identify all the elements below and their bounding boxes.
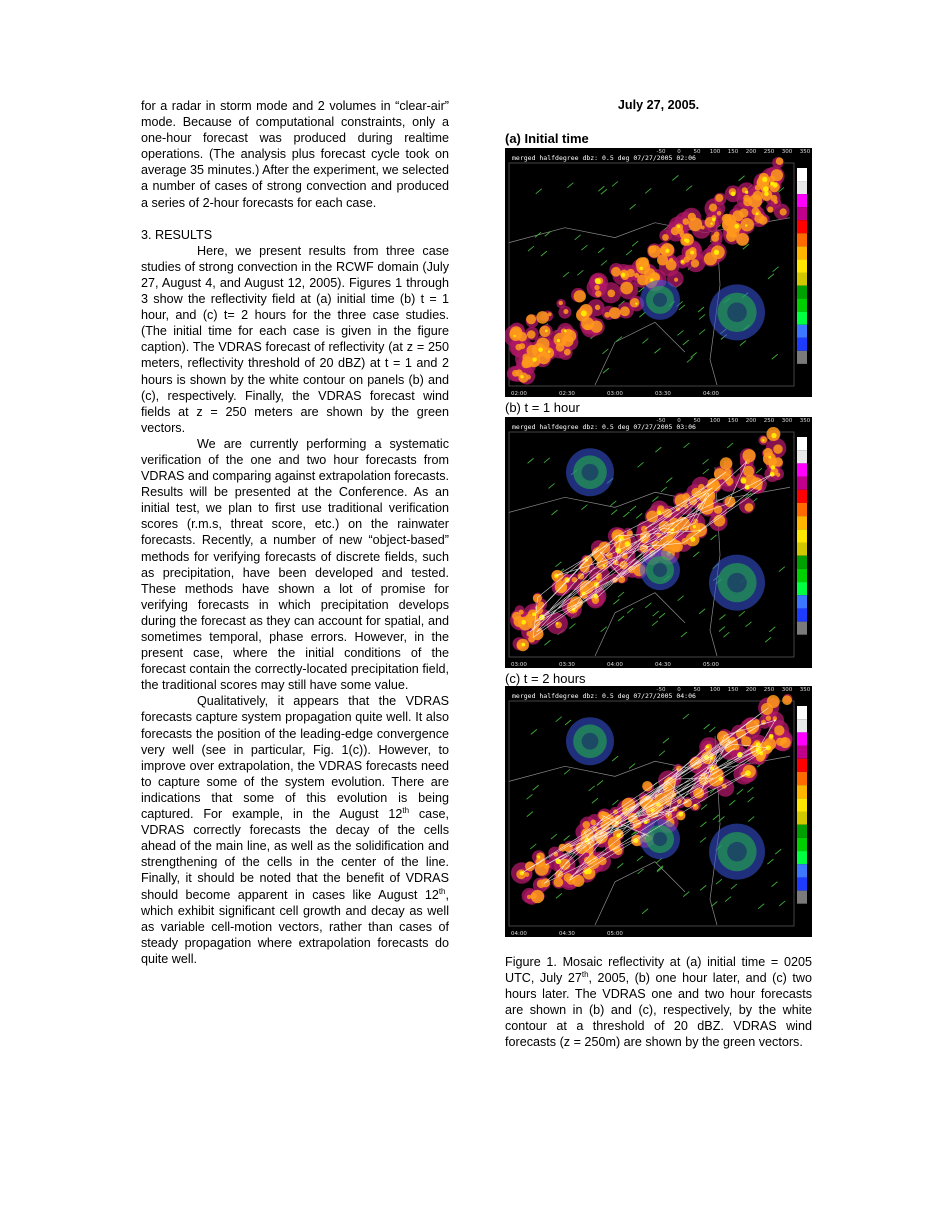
radar-panel-b	[505, 417, 812, 668]
reflectivity-core	[714, 231, 720, 237]
reflectivity-core	[641, 526, 647, 532]
time-tick-label: 04:00	[511, 931, 527, 937]
colorbar-swatch	[797, 286, 807, 299]
axis-tick-label: 150	[727, 687, 739, 693]
reflectivity-core	[525, 872, 530, 877]
colorbar-swatch	[797, 595, 807, 608]
axis-tick-label: 250	[763, 687, 775, 693]
reflectivity-peak	[657, 511, 661, 515]
colorbar-swatch	[797, 207, 807, 220]
reflectivity-core	[763, 448, 773, 458]
colorbar-swatch	[797, 746, 807, 759]
colorbar-swatch	[797, 864, 807, 877]
axis-tick-label: 200	[745, 687, 757, 693]
reflectivity-peak	[521, 620, 526, 625]
reflectivity-core	[515, 344, 522, 351]
colorbar-swatch	[797, 529, 807, 542]
superscript-th: th	[438, 886, 446, 896]
panel-b-label: (b) t = 1 hour	[505, 400, 580, 415]
reflectivity-core	[709, 204, 717, 212]
colorbar-swatch	[797, 450, 807, 463]
colorbar-swatch	[797, 364, 807, 377]
reflectivity-core	[557, 583, 567, 593]
colorbar-swatch	[797, 543, 807, 556]
reflectivity-core	[604, 312, 610, 318]
reflectivity-peak	[548, 350, 550, 352]
reflectivity-core	[745, 503, 754, 512]
radar-header: merged halfdegree dbz: 0.5 deg 07/27/2005 03:06	[512, 423, 696, 431]
clear-air-echo	[653, 832, 667, 846]
colorbar-swatch	[797, 351, 807, 364]
figure-title: July 27, 2005.	[617, 98, 700, 112]
colorbar-swatch	[797, 338, 807, 351]
paragraph-4-part-3: , which exhibit significant cell growth and decay as well as variable cell-motion vectors, rather than cases of steady propagation where extrapolation forecasts do quite well.	[141, 887, 449, 966]
axis-tick-label: 250	[763, 149, 775, 155]
reflectivity-core	[620, 306, 630, 316]
reflectivity-core	[559, 301, 563, 305]
axis-tick-label: 100	[709, 687, 721, 693]
colorbar-swatch	[797, 798, 807, 811]
colorbar-swatch	[797, 622, 807, 635]
reflectivity-core	[717, 211, 722, 216]
axis-tick-label: 100	[709, 418, 721, 424]
reflectivity-peak	[756, 212, 759, 215]
axis-tick-label: 150	[727, 418, 739, 424]
colorbar-swatch	[797, 246, 807, 259]
axis-tick-label: 50	[693, 149, 701, 155]
axis-tick-label: 300	[781, 149, 793, 155]
panel-a-label: (a) Initial time	[505, 131, 589, 146]
colorbar-swatch	[797, 259, 807, 272]
reflectivity-peak	[690, 251, 694, 255]
reflectivity-core	[548, 312, 552, 316]
time-tick-label: 03:00	[511, 662, 527, 668]
reflectivity-core	[531, 890, 544, 903]
left-column	[141, 98, 449, 967]
colorbar-swatch	[797, 556, 807, 569]
reflectivity-core	[526, 345, 538, 357]
colorbar-swatch	[797, 299, 807, 312]
reflectivity-core	[688, 213, 696, 221]
reflectivity-peak	[762, 177, 767, 182]
reflectivity-core	[774, 725, 784, 735]
reflectivity-core	[583, 821, 591, 829]
colorbar-swatch	[797, 233, 807, 246]
reflectivity-core	[662, 234, 669, 241]
reflectivity-peak	[741, 478, 747, 484]
paragraph-2: Here, we present results from three case studies of strong convection in the RCWF domain (July 27, August 4, and August 12, 2005). Figures 1 through 3 show the reflectivity field at (a) initial time (b) t = 1 hour, and (c) t= 2 hours for the three case studies. (The initial time for each case is given in the figure caption). The VDRAS forecast of reflectivity (at z = 250 meters, reflectivity threshold of 20 dBZ) at t = 1 and 2 hours is shown by the white contour on panels (b) and (c), respectively. Finally, the VDRAS forecast wind fields at z = 250 meters are shown by the green vectors.	[141, 243, 449, 435]
axis-tick-label: 50	[693, 418, 701, 424]
colorbar-swatch	[797, 904, 807, 917]
reflectivity-core	[537, 879, 546, 888]
reflectivity-peak	[693, 525, 696, 528]
reflectivity-peak	[745, 224, 747, 226]
reflectivity-core	[715, 194, 723, 202]
reflectivity-core	[526, 631, 532, 637]
reflectivity-peak	[514, 335, 516, 337]
colorbar-swatch	[797, 181, 807, 194]
colorbar-swatch	[797, 312, 807, 325]
reflectivity-core	[578, 573, 584, 579]
caption-part-1: Figure 1. Mosaic reflectivity at (a) initial time = 0205 UTC, July 27	[505, 955, 812, 986]
colorbar-swatch	[797, 582, 807, 595]
reflectivity-core	[574, 290, 586, 302]
reflectivity-peak	[545, 330, 548, 333]
colorbar-swatch	[797, 877, 807, 890]
reflectivity-core	[776, 157, 784, 165]
reflectivity-core	[590, 820, 596, 826]
reflectivity-peak	[538, 347, 543, 352]
colorbar-swatch	[797, 635, 807, 648]
reflectivity-peak	[734, 224, 739, 229]
colorbar-swatch	[797, 220, 807, 233]
reflectivity-core	[536, 337, 549, 350]
reflectivity-peak	[557, 339, 560, 342]
axis-tick-label: -50	[656, 687, 666, 693]
reflectivity-peak	[556, 622, 558, 624]
reflectivity-core	[767, 206, 773, 212]
radar-header: merged halfdegree dbz: 0.5 deg 07/27/2005 02:06	[512, 154, 696, 162]
reflectivity-core	[685, 249, 696, 260]
reflectivity-core	[587, 856, 600, 869]
axis-tick-label: 200	[745, 149, 757, 155]
reflectivity-peak	[710, 222, 712, 224]
reflectivity-peak	[763, 186, 769, 192]
reflectivity-peak	[681, 260, 684, 263]
reflectivity-peak	[640, 267, 643, 270]
reflectivity-peak	[764, 192, 769, 197]
time-tick-label: 03:30	[655, 391, 671, 397]
colorbar-swatch	[797, 838, 807, 851]
clear-air-echo	[653, 563, 667, 577]
axis-tick-label: 0	[677, 149, 681, 155]
clear-air-echo	[653, 293, 667, 307]
axis-tick-label: 100	[709, 149, 721, 155]
reflectivity-core	[620, 282, 633, 295]
reflectivity-core	[572, 577, 578, 583]
colorbar-swatch	[797, 825, 807, 838]
reflectivity-core	[648, 245, 656, 253]
axis-tick-label: 200	[745, 418, 757, 424]
reflectivity-core	[539, 326, 550, 337]
time-tick-label: 02:30	[559, 391, 575, 397]
colorbar-swatch	[797, 851, 807, 864]
paragraph-4	[141, 693, 449, 967]
time-tick-label: 04:00	[607, 662, 623, 668]
clear-air-echo	[727, 842, 747, 862]
reflectivity-core	[637, 274, 648, 285]
colorbar-swatch	[797, 516, 807, 529]
colorbar-swatch	[797, 772, 807, 785]
reflectivity-core	[674, 278, 678, 282]
reflectivity-core	[564, 349, 571, 356]
axis-tick-label: 50	[693, 687, 701, 693]
reflectivity-core	[527, 330, 536, 339]
reflectivity-core	[590, 320, 602, 332]
reflectivity-core	[554, 333, 567, 346]
colorbar-swatch	[797, 812, 807, 825]
superscript-th: th	[402, 805, 410, 815]
colorbar-swatch	[797, 168, 807, 181]
colorbar-swatch	[797, 325, 807, 338]
reflectivity-core	[611, 267, 621, 277]
reflectivity-core	[627, 530, 633, 536]
reflectivity-core	[554, 877, 564, 887]
axis-tick-label: -50	[656, 149, 666, 155]
panel-c-label: (c) t = 2 hours	[505, 671, 586, 686]
radar-panel-a	[505, 148, 812, 397]
caption-superscript: th	[581, 969, 589, 979]
time-tick-label: 05:00	[607, 931, 623, 937]
clear-air-echo	[582, 733, 599, 750]
paragraph-4-part-1: Qualitatively, it appears that the VDRAS forecasts capture system propagation quite well. It also forecasts the position of the leading-edge convergence very well (see in particular, Fig. 1(c)). However, to improve over extrapolation, the VDRAS forecasts need to capture some of the system evolution. There are indications that some of this evolution is being captured. For example, in the August 12	[141, 694, 449, 822]
clear-air-echo	[582, 464, 599, 481]
reflectivity-peak	[581, 311, 587, 317]
reflectivity-peak	[595, 278, 601, 284]
colorbar-swatch	[797, 891, 807, 904]
figure-caption	[505, 954, 812, 1051]
reflectivity-peak	[635, 303, 637, 305]
reflectivity-peak	[770, 182, 774, 186]
colorbar-swatch	[797, 706, 807, 719]
reflectivity-peak	[665, 249, 669, 253]
radar-header: merged halfdegree dbz: 0.5 deg 07/27/2005 04:06	[512, 692, 696, 700]
reflectivity-peak	[769, 734, 774, 739]
reflectivity-core	[572, 875, 584, 887]
axis-tick-label: -50	[656, 418, 666, 424]
reflectivity-peak	[771, 465, 775, 469]
colorbar-swatch	[797, 759, 807, 772]
axis-tick-label: 300	[781, 418, 793, 424]
paragraph-4-part-2: case, VDRAS correctly forecasts the decay of the cells ahead of the main line, as well as the solidification and strengthening of the cells in the center of the line. Finally, it should be noted that the benefit of VDRAS should become apparent in cases like August 12	[141, 807, 449, 902]
time-tick-label: 05:00	[703, 662, 719, 668]
reflectivity-core	[722, 214, 732, 224]
paragraph-1: for a radar in storm mode and 2 volumes in “clear-air” mode. Because of computational constraints, only a one-hour forecast was produced during realtime operations. (The analysis plus forecast cycle took on average 35 minutes.) After the experiment, we selected a number of cases of strong convection and produced a series of 2-hour forecasts for each case.	[141, 99, 450, 210]
colorbar-swatch	[797, 437, 807, 450]
reflectivity-core	[526, 314, 536, 324]
caption-part-2: , 2005, (b) one hour later, and (c) two hours later. The VDRAS one and two hour forecasts are shown in (b) and (c), respectively, by the white contour at a threshold of 20 dBZ. VDRAS wind forecasts (z = 250m) are shown by the green vectors.	[505, 971, 812, 1050]
reflectivity-core	[743, 195, 750, 202]
reflectivity-core	[749, 194, 763, 208]
reflectivity-core	[776, 738, 784, 746]
reflectivity-core	[510, 326, 522, 338]
reflectivity-peak	[714, 250, 719, 255]
reflectivity-core	[636, 260, 650, 274]
reflectivity-peak	[731, 191, 736, 196]
reflectivity-core	[782, 695, 792, 705]
reflectivity-core	[767, 695, 780, 708]
reflectivity-peak	[532, 612, 536, 616]
reflectivity-core	[555, 622, 562, 629]
colorbar-swatch	[797, 463, 807, 476]
section-heading: 3. RESULTS	[141, 227, 213, 242]
reflectivity-core	[657, 254, 668, 265]
colorbar-swatch	[797, 732, 807, 745]
reflectivity-core	[594, 285, 599, 290]
colorbar-swatch	[797, 719, 807, 732]
colorbar-swatch	[797, 785, 807, 798]
axis-tick-label: 350	[799, 418, 811, 424]
reflectivity-peak	[522, 643, 526, 647]
time-tick-label: 03:00	[607, 391, 623, 397]
reflectivity-core	[609, 307, 621, 319]
axis-tick-label: 150	[727, 149, 739, 155]
reflectivity-core	[671, 541, 683, 553]
colorbar-swatch	[797, 490, 807, 503]
reflectivity-core	[536, 311, 549, 324]
reflectivity-peak	[768, 456, 771, 459]
reflectivity-core	[630, 298, 640, 308]
axis-tick-label: 250	[763, 418, 775, 424]
colorbar-swatch	[797, 608, 807, 621]
reflectivity-peak	[762, 439, 764, 441]
axis-tick-label: 350	[799, 149, 811, 155]
reflectivity-core	[682, 218, 689, 225]
reflectivity-core	[720, 457, 733, 470]
reflectivity-peak	[537, 855, 540, 858]
reflectivity-peak	[532, 357, 536, 361]
reflectivity-peak	[712, 218, 716, 222]
colorbar-swatch	[797, 503, 807, 516]
reflectivity-peak	[621, 273, 625, 277]
time-tick-label: 04:30	[655, 662, 671, 668]
radar-panel-c	[505, 686, 812, 937]
reflectivity-peak	[756, 742, 761, 747]
reflectivity-peak	[520, 375, 523, 378]
reflectivity-core	[519, 610, 524, 615]
time-tick-label: 04:00	[703, 391, 719, 397]
reflectivity-core	[563, 309, 568, 314]
reflectivity-core	[725, 496, 736, 507]
colorbar-swatch	[797, 194, 807, 207]
reflectivity-peak	[771, 433, 776, 438]
reflectivity-peak	[596, 576, 598, 578]
reflectivity-core	[714, 505, 722, 513]
reflectivity-peak	[685, 239, 689, 243]
axis-tick-label: 300	[781, 687, 793, 693]
reflectivity-core	[595, 290, 601, 296]
reflectivity-core	[595, 305, 600, 310]
reflectivity-core	[527, 895, 531, 899]
reflectivity-core	[584, 324, 590, 330]
axis-tick-label: 0	[677, 418, 681, 424]
reflectivity-core	[521, 360, 530, 369]
reflectivity-core	[707, 499, 713, 505]
clear-air-echo	[727, 303, 747, 323]
reflectivity-core	[691, 259, 699, 267]
reflectivity-core	[607, 290, 615, 298]
time-tick-label: 02:00	[511, 391, 527, 397]
reflectivity-core	[759, 216, 768, 225]
axis-tick-label: 0	[677, 687, 681, 693]
reflectivity-peak	[677, 225, 680, 228]
clear-air-echo	[727, 573, 747, 593]
reflectivity-core	[766, 716, 771, 721]
colorbar-swatch	[797, 273, 807, 286]
reflectivity-core	[743, 449, 756, 462]
axis-tick-label: 350	[799, 687, 811, 693]
time-tick-label: 04:30	[559, 931, 575, 937]
reflectivity-peak	[745, 191, 748, 194]
paragraph-3: We are currently performing a systematic verification of the one and two hour forecasts from VDRAS and comparing against extrapolation forecasts. Results will be presented at the Conference. As an initial test, we plan to first use traditional verification scores (r.m.s, threat score, etc.) on the rainwater forecasts. Recently, a number of new “object-based” methods for verifying forecasts of discrete fields, such as precipitation, have been developed and tested. These methods have shown a lot of promise for verifying forecasts in which precipitation develops during the forecast as they can account for spatial, and sometimes temporal, phase errors. However, in the present case, where the initial conditions of the forecast contain the correctly-located precipitation field, the traditional scores may still have some value.	[141, 436, 450, 693]
colorbar-swatch	[797, 569, 807, 582]
colorbar-swatch	[797, 477, 807, 490]
reflectivity-core	[740, 218, 754, 232]
reflectivity-peak	[564, 330, 567, 333]
time-tick-label: 03:30	[559, 662, 575, 668]
reflectivity-core	[732, 210, 743, 221]
reflectivity-core	[780, 208, 787, 215]
reflectivity-peak	[520, 871, 524, 875]
reflectivity-core	[773, 444, 783, 454]
